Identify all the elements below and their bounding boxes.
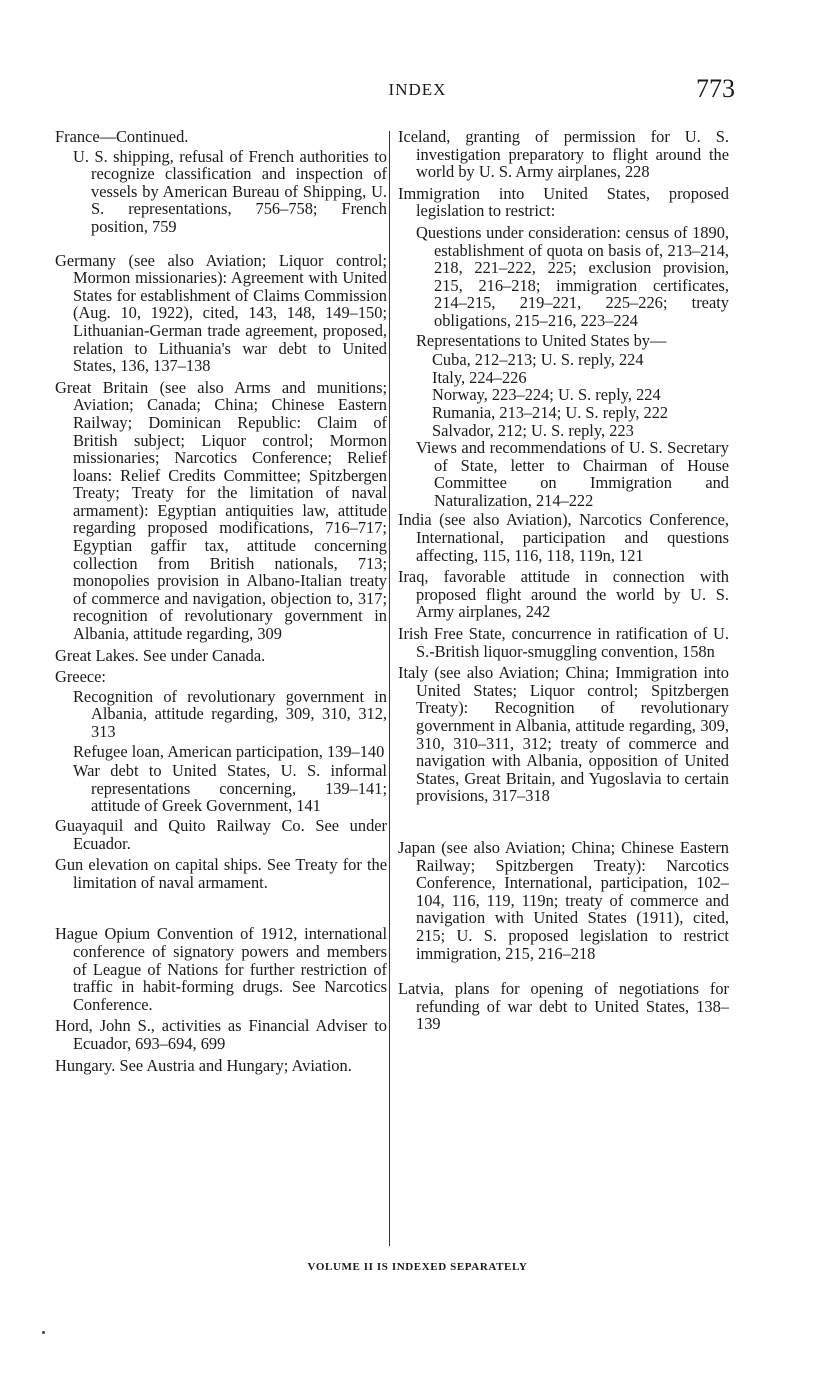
index-entry-immigration: Immigration into United States, proposed legislation to restrict: <box>398 183 729 221</box>
index-entry-iceland: Iceland, granting of permission for U. S. investigation preparatory to flight around the world by U. S. Army airplanes, 228 <box>398 127 729 182</box>
index-entry-japan: Japan (see also Aviation; China; Chinese Eastern Railway; Spitzbergen Treaty): Narcotics Conference, International, participation, 102–104, 116, 119, 119n; treaty of commerce and navigation with United States (1911), cited, 215; U. S. proposed legislation to restrict immigration, 215, 216–218 <box>398 837 729 963</box>
index-subentry: Recognition of revolutionary government in Albania, attitude regarding, 309, 310, 312, 313 <box>73 686 387 741</box>
index-entry-iraq: Iraq, favorable attitude in connection with proposed flight around the world by U. S. Army airplanes, 242 <box>398 567 729 622</box>
footer-note: VOLUME II IS INDEXED SEPARATELY <box>307 1261 528 1273</box>
index-entry-india: India (see also Aviation), Narcotics Conference, International, participation and questions affecting, 115, 116, 118, 119n, 121 <box>398 510 729 565</box>
index-entry-germany: Germany (see also Aviation; Liquor control; Mormon missionaries): Agreement with United States for establishment of Claims Commission (Aug. 10, 1922), cited, 143, 148, 149–150; Lithuanian-German trade agreement, proposed, relation to Lithuania's war debt to United States, 136, 137–138 <box>55 250 387 376</box>
page-number: 773 <box>696 74 735 103</box>
index-subentry: U. S. shipping, refusal of French authorities to recognize classification and inspection of vessels by American Bureau of Shipping, U. S. representations, 756–758; French position, 759 <box>73 146 387 236</box>
index-entry-great-lakes: Great Lakes. See under Canada. <box>55 645 266 665</box>
index-entry-greece: Greece: <box>55 667 106 687</box>
spacer <box>398 809 729 839</box>
column-rule <box>389 131 390 1246</box>
left-column <box>55 128 387 1078</box>
index-entry-italy: Italy (see also Aviation; China; Immigration into United States; Liquor control; Spitzbergen Treaty): Recognition of revolutionary government in Albania, attitude regarding, 309, 310, 310–311, 312; treaty of commerce and navigation with Albania, opposition of United States, Great Britain, and Yugoslavia to certain provisions, 317–318 <box>398 663 729 806</box>
print-speck <box>42 1331 45 1334</box>
index-entry-hord: Hord, John S., activities as Financial Adviser to Ecuador, 693–694, 699 <box>55 1016 387 1053</box>
running-head: INDEX <box>388 80 447 99</box>
index-entry-latvia: Latvia, plans for opening of negotiations for refunding of war debt to United States, 138–139 <box>398 979 729 1034</box>
index-subsubentry: Salvador, 212; U. S. reply, 223 <box>432 420 634 440</box>
page-header <box>0 74 835 108</box>
index-entry-hague: Hague Opium Convention of 1912, international conference of signatory powers and members of League of Nations for further restriction of traffic in habit-forming drugs. See Narcotics Conference. <box>55 924 387 1014</box>
index-entry-great-britain: Great Britain (see also Arms and munitions; Aviation; Canada; China; Chinese Eastern Railway; Dominican Republic: Claim of British subject; Liquor control; Mormon missionaries; Narcotics Conference; Relief loans: Relief Credits Committee; Spitzbergen Treaty; Treaty for the limitation of naval armament): Egyptian antiquities law, attitude regarding proposed modifications, 716–717; Egyptian gaffir tax, attitude concerning collection from British nationals, 713; monopolies provision in Albano-Italian treaty of commerce and navigation, objection to, 317; recognition of revolutionary government in Albania, attitude regarding, 309 <box>55 377 387 644</box>
index-entry-gun-elevation: Gun elevation on capital ships. See Treaty for the limitation of naval armament. <box>55 855 387 892</box>
index-subsubentry: Cuba, 212–213; U. S. reply, 224 <box>432 350 644 370</box>
spacer <box>55 238 387 252</box>
index-subsubentry: Rumania, 213–214; U. S. reply, 222 <box>432 402 669 422</box>
index-entry-guayaquil: Guayaquil and Quito Railway Co. See under Ecuador. <box>55 815 387 853</box>
index-subentry: Refugee loan, American participation, 139–140 <box>73 741 385 761</box>
index-subentry: Representations to United States by— <box>416 330 667 350</box>
index-subentry: Views and recommendations of U. S. Secretary of State, letter to Chairman of House Committee on Immigration and Naturalization, 214–222 <box>416 438 729 510</box>
index-subsubentry: Italy, 224–226 <box>432 367 527 387</box>
index-entry-heading: France—Continued. <box>55 127 189 146</box>
index-subentry: Questions under consideration: census of 1890, establishment of quota on basis of, 213–214, 218, 221–222, 225; exclusion provision, 215, 216–218; immigration certificates, 214–215, 219–221, 225–226; treaty obligations, 215–216, 223–224 <box>416 222 729 330</box>
spacer <box>398 966 729 980</box>
index-entry-irish-free-state: Irish Free State, concurrence in ratification of U. S.-British liquor-smuggling convention, 158n <box>398 624 729 661</box>
index-entry-hungary: Hungary. See Austria and Hungary; Aviation. <box>55 1055 352 1075</box>
right-column <box>398 128 729 1037</box>
index-subentry: War debt to United States, U. S. informal representations concerning, 139–141; attitude of Greek Government, 141 <box>73 761 387 816</box>
index-subsubentry: Norway, 223–224; U. S. reply, 224 <box>432 385 661 405</box>
spacer <box>55 895 387 925</box>
